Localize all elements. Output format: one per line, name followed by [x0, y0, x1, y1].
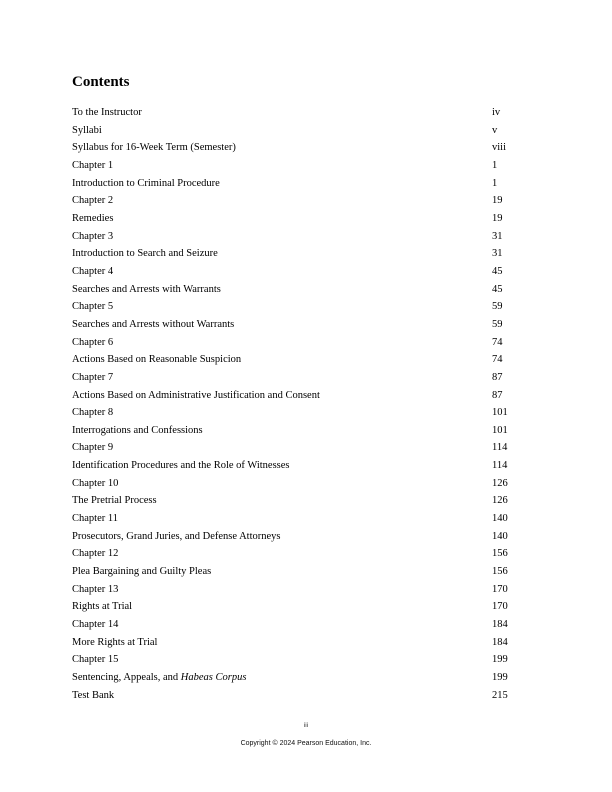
toc-entry-text: Sentencing, Appeals, and [72, 672, 181, 683]
toc-entry [72, 404, 532, 422]
toc-entry-page-number: 156 [492, 548, 508, 560]
toc-entry [72, 439, 532, 457]
toc-entry-text: Prosecutors, Grand Juries, and Defense Attorneys [72, 530, 281, 542]
toc-entry-label [72, 228, 492, 246]
toc-entry-page-number: v [492, 124, 498, 136]
toc-entry-page-number: 199 [492, 672, 508, 683]
toc-entry-page-number: 19 [492, 212, 503, 224]
toc-entry-text: Chapter 8 [72, 407, 114, 419]
toc-entry-page-number: 1 [492, 159, 498, 171]
toc-entry-page-number: 31 [492, 248, 503, 260]
toc-entry-label [72, 439, 492, 457]
toc-entry-label [72, 369, 492, 387]
toc-entry [72, 687, 532, 705]
toc-entry-page-number: 87 [492, 371, 503, 383]
toc-entry-text: Actions Based on Reasonable Suspicion [72, 354, 242, 366]
toc-entry-label [72, 404, 492, 422]
toc-entry-text: Chapter 12 [72, 548, 119, 560]
toc-entry-text: Interrogations and Confessions [72, 424, 203, 436]
toc-entry-label [72, 651, 492, 669]
toc-entry-label [72, 422, 492, 440]
toc-entry-page-number: 31 [492, 230, 503, 242]
page-number: iii [303, 722, 309, 729]
toc-entry-label [72, 104, 492, 122]
toc-entry-label [72, 475, 492, 493]
toc-entry-label [72, 192, 492, 210]
toc-entry [72, 316, 532, 334]
toc-entry-text: Syllabi [72, 124, 102, 136]
toc-entry-page-number: 101 [492, 424, 508, 436]
toc-entry-page-number: viii [492, 142, 507, 154]
toc-entry-text: Searches and Arrests without Warrants [72, 318, 235, 330]
toc-entry-page-number: 59 [492, 318, 503, 330]
toc-entry [72, 457, 532, 475]
toc-entry-text: Chapter 3 [72, 230, 114, 242]
toc-entry-page-number: 114 [492, 460, 508, 472]
toc-entry-page-number: 140 [492, 530, 508, 542]
toc-entry-label [72, 157, 492, 175]
toc-entry-text: Chapter 2 [72, 195, 114, 207]
toc-entry-text: Introduction to Search and Seizure [72, 248, 218, 260]
copyright-notice: Copyright © 2024 Pearson Education, Inc. [240, 740, 372, 747]
toc-entry [72, 598, 532, 616]
toc-entry [72, 122, 532, 140]
toc-entry-label [72, 263, 492, 281]
toc-entry-page-number: 140 [492, 513, 508, 525]
toc-entry-text: Chapter 6 [72, 336, 114, 348]
toc-entry [72, 651, 532, 669]
toc-entry-page-number: 19 [492, 195, 503, 207]
toc-entry [72, 298, 532, 316]
toc-entry [72, 634, 532, 652]
toc-entry-label [72, 122, 492, 140]
toc-entry-label [72, 510, 492, 528]
toc-entry [72, 387, 532, 405]
toc-entry [72, 510, 532, 528]
toc-entry-text: Actions Based on Administrative Justification and Consent [72, 389, 320, 401]
toc-entry-page-number: 184 [492, 619, 508, 631]
toc-entry-page-number: 199 [492, 654, 508, 666]
toc-entry-page-number: 126 [492, 477, 508, 489]
toc-entry-page-number: 74 [492, 354, 503, 366]
toc-entry-text: Syllabus for 16-Week Term (Semester) [72, 142, 236, 154]
toc-entry-label [72, 687, 492, 705]
toc-entry [72, 422, 532, 440]
toc-entry [72, 210, 532, 228]
toc-entry-text: The Pretrial Process [72, 495, 157, 507]
toc-entry-page-number: iv [492, 107, 501, 118]
toc-entry-text: Chapter 13 [72, 583, 119, 595]
toc-entry-page-number: 184 [492, 636, 508, 648]
toc-entry-text: Remedies [72, 212, 114, 224]
toc-entry-label [72, 545, 492, 563]
toc-entry-text: Chapter 5 [72, 301, 114, 313]
toc-entry [72, 492, 532, 510]
toc-entry [72, 563, 532, 581]
toc-entry-text: Chapter 1 [72, 159, 114, 171]
toc-entry-label [72, 281, 492, 299]
toc-entry [72, 175, 532, 193]
toc-entry-text: Chapter 10 [72, 477, 119, 489]
toc-entry-italic-text: Habeas Corpus [180, 672, 247, 683]
toc-entry-text: Searches and Arrests with Warrants [72, 283, 221, 295]
toc-entry-page-number: 87 [492, 389, 503, 401]
toc-entry-page-number: 101 [492, 407, 508, 419]
toc-entry [72, 545, 532, 563]
toc-entry-label [72, 528, 492, 546]
toc-entry-label [72, 457, 492, 475]
toc-entry [72, 669, 532, 687]
toc-entry-page-number: 126 [492, 495, 508, 507]
toc-entry [72, 369, 532, 387]
toc-entry [72, 528, 532, 546]
toc-entry-label [72, 139, 492, 157]
toc-entry [72, 228, 532, 246]
toc-entry-page-number: 45 [492, 283, 503, 295]
page-title: Contents [72, 74, 130, 90]
toc-entry-label [72, 334, 492, 352]
toc-entry [72, 581, 532, 599]
toc-entry-page-number: 215 [492, 689, 508, 701]
toc-entry-page-number: 170 [492, 601, 508, 613]
toc-entry [72, 104, 532, 122]
toc-entry-label [72, 669, 492, 687]
toc-entry-text: Chapter 7 [72, 371, 114, 383]
toc-entry-label [72, 316, 492, 334]
toc-entry-text: To the Instructor [72, 107, 142, 118]
toc-entry [72, 157, 532, 175]
toc-entry-label [72, 492, 492, 510]
toc-entry [72, 475, 532, 493]
toc-entry-text: Rights at Trial [72, 601, 133, 613]
toc-entry-label [72, 245, 492, 263]
toc-entry-page-number: 156 [492, 566, 508, 578]
toc-entry-text: Test Bank [72, 689, 115, 701]
toc-entry-label [72, 387, 492, 405]
toc-entry-label [72, 298, 492, 316]
toc-entry-text: Identification Procedures and the Role of Witnesses [72, 460, 290, 472]
toc-entry-page-number: 45 [492, 265, 503, 277]
toc-entry-label [72, 210, 492, 228]
toc-entry-label [72, 581, 492, 599]
toc-entry-text: Chapter 4 [72, 265, 114, 277]
table-of-contents [72, 104, 532, 704]
toc-entry [72, 334, 532, 352]
toc-entry [72, 139, 532, 157]
toc-entry [72, 616, 532, 634]
toc-entry-text: Introduction to Criminal Procedure [72, 177, 220, 189]
toc-entry-page-number: 170 [492, 583, 508, 595]
toc-entry-text: More Rights at Trial [72, 636, 158, 648]
toc-entry-text: Chapter 14 [72, 619, 119, 631]
toc-entry [72, 192, 532, 210]
toc-entry-label [72, 616, 492, 634]
toc-entry [72, 351, 532, 369]
toc-entry-label [72, 351, 492, 369]
toc-entry-page-number: 114 [492, 442, 508, 454]
toc-entry-page-number: 74 [492, 336, 503, 348]
toc-entry-text: Chapter 11 [72, 513, 118, 525]
toc-entry-text: Plea Bargaining and Guilty Pleas [72, 566, 212, 578]
toc-entry-label [72, 598, 492, 616]
toc-entry-text: Chapter 15 [72, 654, 119, 666]
toc-entry [72, 245, 532, 263]
toc-entry-label [72, 634, 492, 652]
toc-entry-label [72, 175, 492, 193]
toc-entry [72, 263, 532, 281]
toc-entry-text: Chapter 9 [72, 442, 114, 454]
toc-entry [72, 281, 532, 299]
toc-entry-page-number: 59 [492, 301, 503, 313]
toc-entry-label [72, 563, 492, 581]
toc-entry-page-number: 1 [492, 177, 498, 189]
